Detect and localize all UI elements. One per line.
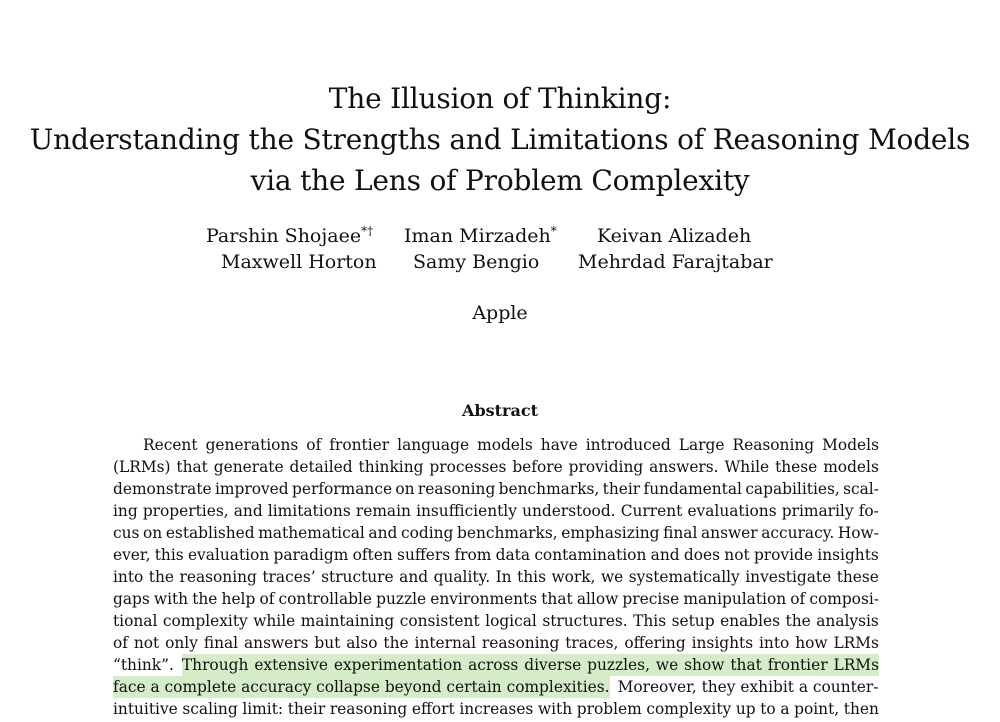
abstract-word: LRMs [833,634,879,652]
abstract-word: structures. [542,612,628,630]
abstract-word: the [383,634,409,652]
abstract-word: thinking [358,458,424,476]
abstract-word: the [785,612,811,630]
abstract-word: provide [753,546,814,564]
abstract-word: Reasoning [732,436,815,454]
abstract-word: limit: [242,700,284,718]
abstract-word: complexity [162,612,248,630]
abstract-word: we [655,656,679,674]
abstract-word: of [306,436,322,454]
abstract-word: detailed [289,458,353,476]
highlighted-sentence: face a complete accuracy collapse beyond certain complexities. [113,678,610,696]
abstract-line [113,500,879,522]
abstract-word: these [836,568,879,586]
abstract-word: benchmarks, [457,524,558,542]
abstract-word: introduced [585,436,671,454]
abstract-word: also [346,634,378,652]
abstract-line [113,478,879,500]
abstract-word: before [512,458,563,476]
abstract-line [113,522,879,544]
abstract-word: and [233,502,263,520]
abstract-word: setup [671,612,715,630]
abstract-word: that [541,590,573,608]
abstract-word: coding [400,524,454,542]
abstract-word: mathematical [258,524,365,542]
abstract-word: understood. [522,502,616,520]
abstract-word: problem [576,700,642,718]
abstract-word: complexity [646,700,732,718]
abstract-word: precise [622,590,680,608]
abstract-line [113,698,879,720]
abstract-word: LRMs [833,656,879,674]
abstract-word: into [759,634,790,652]
abstract-word: traces’ [262,568,316,586]
abstract-word: primarily [781,502,854,520]
abstract-word: structure [321,568,394,586]
author-list [0,223,1000,275]
abstract-word: extensive [254,656,328,674]
abstract-word: performance [292,480,393,498]
abstract-word: the [148,568,174,586]
abstract-word: answers [243,634,309,652]
abstract-word: environments [430,590,538,608]
abstract-line [113,566,879,588]
author-name: Keivan Alizadeh [597,225,752,247]
abstract-word: benchmarks, [498,480,600,498]
abstract-word: how [795,634,828,652]
abstract-word: of [113,634,128,652]
author-name: Iman Mirzadeh* [404,224,557,247]
abstract-word: from [454,546,492,564]
paper-title [0,78,1000,201]
abstract-word: Current [620,502,683,520]
abstract-word: scal- [843,480,879,498]
abstract-word: analysis [816,612,879,630]
title-line-3: via the Lens of Problem Complexity [250,164,750,197]
abstract-word: traces, [565,634,619,652]
abstract-word: frontier [329,436,390,454]
abstract-word: controllable [278,590,373,608]
abstract-word: help [221,590,256,608]
abstract-word: this [154,546,184,564]
abstract-word: we [600,568,624,586]
abstract-word: with [153,590,189,608]
abstract-word: contamination [534,546,647,564]
abstract-word: experimentation [333,656,463,674]
abstract-word: insights [691,634,754,652]
author-name: Samy Bengio [413,251,540,273]
abstract-line [113,632,879,654]
abstract-word: on [143,524,163,542]
abstract-word: final [663,524,698,542]
abstract-word: but [314,634,341,652]
abstract-word: not [133,634,160,652]
abstract-word: show [684,656,725,674]
abstract-word: does [683,546,721,564]
abstract-word: While [724,458,770,476]
abstract-word: insufficiently [416,502,517,520]
author-row-2 [0,249,1000,275]
abstract-word: maintaining [300,612,395,630]
abstract-text: Moreover, they exhibit a counter- [617,678,879,696]
abstract-word: have [540,436,578,454]
abstract-word: accuracy. [761,524,835,542]
author-mark: *† [361,224,374,238]
abstract-line [113,434,879,456]
abstract-word: increases [459,700,534,718]
abstract-word: these [775,458,818,476]
abstract-word: scaling [182,700,238,718]
abstract-word: reasoning [179,568,257,586]
abstract-word: paradigm [273,546,349,564]
abstract-word: reasoning [481,634,560,652]
abstract-word: work, [551,568,596,586]
affiliation: Apple [472,302,528,324]
abstract-word: only [165,634,198,652]
abstract-word: answers. [649,458,719,476]
abstract-word: effort [411,700,455,718]
abstract-word: Recent [143,436,198,454]
author-name: Mehrdad Farajtabar [578,251,773,273]
abstract-word: Through [181,656,249,674]
title-line-2: Understanding the Strengths and Limitations of Reasoning Models [29,123,971,156]
abstract-word: that [730,656,762,674]
abstract-word: How- [837,524,879,542]
abstract-word: intuitive [113,700,178,718]
abstract-text: “think”. [113,656,174,674]
abstract-body [113,434,879,720]
abstract-word: properties, [142,502,229,520]
abstract-heading: Abstract [462,401,538,420]
abstract-word: reasoning [329,700,408,718]
author-name: Parshin Shojaee*† [206,224,374,247]
abstract-word: evaluations [687,502,777,520]
abstract-word: In [495,568,512,586]
abstract-word: systematically [628,568,740,586]
abstract-word: internal [414,634,477,652]
abstract-word: established [165,524,255,542]
abstract-word: generate [213,458,284,476]
abstract-word: ever, [113,546,151,564]
abstract-line [113,456,879,478]
abstract-word: cus [113,524,140,542]
abstract-word: puzzle [376,590,427,608]
abstract-word: capabilities, [745,480,840,498]
abstract-line [113,544,879,566]
abstract-word: offering [624,634,686,652]
abstract-word: emphasizing [561,524,660,542]
abstract-word: remain [355,502,411,520]
abstract-word: manipulation [683,590,787,608]
abstract-word: and [399,568,429,586]
abstract-word: investigate [745,568,832,586]
abstract-word: to [760,700,776,718]
abstract-word: their [287,700,326,718]
abstract-word: answer [700,524,758,542]
abstract-word: limitations [267,502,351,520]
abstract-word: the [192,590,218,608]
abstract-word: their [602,480,641,498]
abstract-word: language [397,436,470,454]
abstract-word: and [368,524,398,542]
abstract-word: enables [720,612,781,630]
abstract-word: tional [113,612,158,630]
abstract-word: processes [429,458,507,476]
abstract-word: fundamental [643,480,742,498]
abstract-word: evaluation [187,546,270,564]
author-name: Maxwell Horton [221,251,377,273]
abstract-word: not [724,546,750,564]
abstract-word: of [259,590,275,608]
abstract-line [113,588,879,610]
abstract-word: gaps [113,590,150,608]
abstract-word: into [113,568,144,586]
abstract-word: frontier [767,656,828,674]
abstract-word: suffers [397,546,451,564]
abstract-word: allow [576,590,619,608]
abstract-word: often [352,546,393,564]
abstract-line [113,676,879,698]
abstract-word: improved [215,480,289,498]
abstract-word: quality. [433,568,491,586]
abstract-word: providing [568,458,644,476]
abstract-word: models [823,458,879,476]
abstract-word: reasoning [417,480,496,498]
abstract-word: insights [817,546,879,564]
author-mark: * [550,224,557,238]
abstract-word: of [790,590,806,608]
abstract-word: This [633,612,667,630]
abstract-line [113,610,879,632]
highlighted-sentence [182,654,879,676]
abstract-word: data [495,546,531,564]
abstract-word: while [253,612,296,630]
abstract-word: that [176,458,208,476]
abstract-word: consistent [399,612,480,630]
abstract-word: generations [205,436,299,454]
abstract-word: diverse [524,656,582,674]
abstract-word: (LRMs) [113,458,171,476]
abstract-word: then [843,700,879,718]
abstract-word: a [780,700,790,718]
author-row-1 [0,223,1000,249]
abstract-word: demonstrate [113,480,212,498]
abstract-word: logical [485,612,537,630]
abstract-word: up [735,700,756,718]
abstract-word: composi- [809,590,879,608]
abstract-line [113,654,879,676]
abstract-word: fo- [858,502,879,520]
abstract-word: point, [794,700,840,718]
abstract-word: Models [822,436,879,454]
abstract-word: ing [113,502,138,520]
abstract-word: Large [678,436,725,454]
abstract-word: this [517,568,546,586]
abstract-word: and [650,546,680,564]
abstract-word: across [468,656,519,674]
abstract-word: final [203,634,239,652]
abstract-word: with [537,700,573,718]
abstract-word: on [395,480,415,498]
abstract-word: puzzles, [587,656,650,674]
title-line-1: The Illusion of Thinking: [328,82,672,115]
abstract-word: models [477,436,533,454]
